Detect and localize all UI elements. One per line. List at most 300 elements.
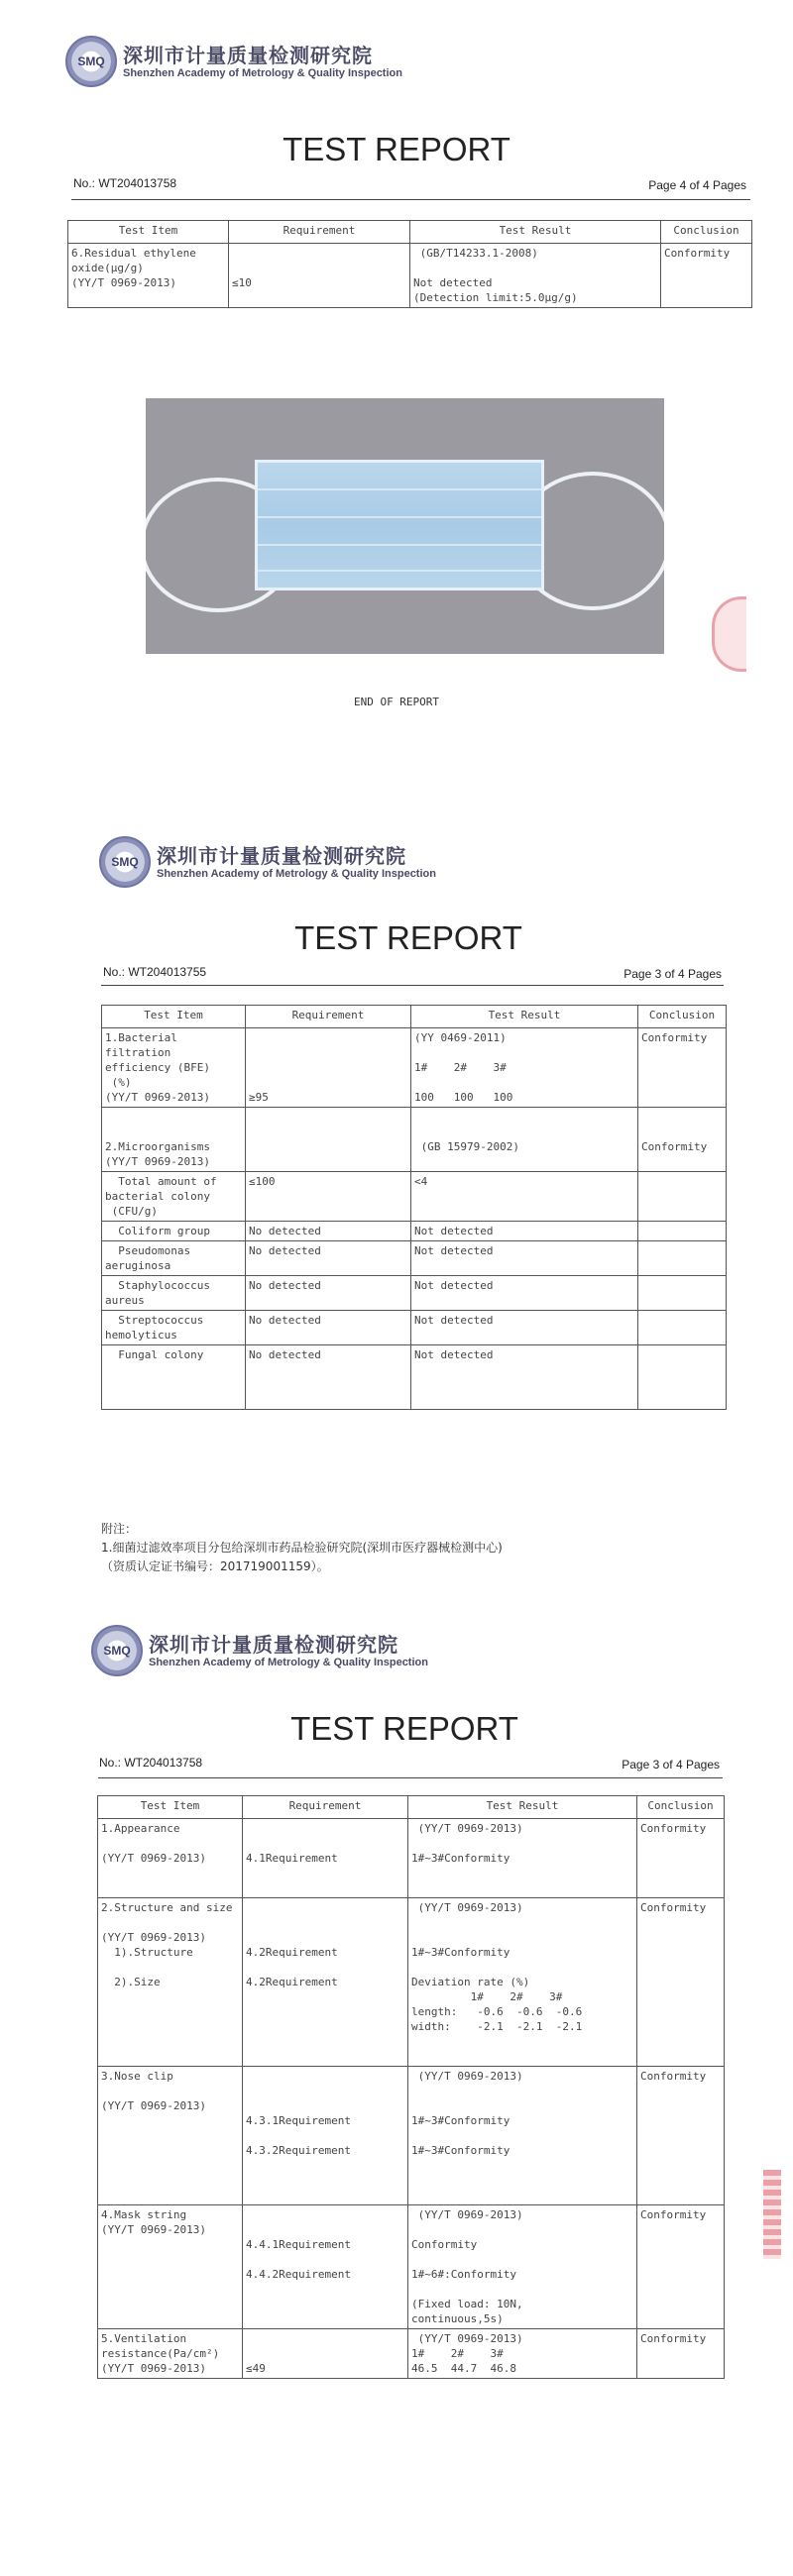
test-result-cell [411, 1345, 638, 1410]
cell-text-line [105, 1392, 242, 1407]
cell-text-line: 46.5 44.7 46.8 [411, 2362, 516, 2375]
test-item-cell [102, 1028, 246, 1108]
cell-text-line: (YY/T 0969-2013) [101, 2223, 206, 2236]
cell-text-line [246, 1960, 404, 1975]
cell-text-line: 1# 2# 3# [411, 2347, 504, 2360]
cell-text-line [411, 2098, 633, 2113]
test-result-cell [408, 2067, 637, 2205]
institute-name-en: Shenzhen Academy of Metrology & Quality Inspection [123, 66, 402, 79]
cell-text-line [105, 1110, 242, 1125]
page-indicator: Page 4 of 4 Pages [648, 178, 746, 192]
cell-text-line: 4.2Requirement [246, 1946, 338, 1959]
cell-text-line: oxide(μg/g) [71, 262, 144, 274]
table-header-row [68, 221, 752, 244]
report-title: TEST REPORT [290, 1710, 518, 1747]
table-row [102, 1276, 727, 1311]
requirement-cell [246, 1276, 411, 1311]
cell-text-line [101, 2049, 239, 2064]
cell-text-line [411, 1930, 633, 1945]
requirement-cell [243, 2329, 408, 2379]
cell-text-line: (Detection limit:5.0μg/g) [413, 291, 578, 304]
cell-text-line [101, 2084, 239, 2098]
col-header-requirement: Requirement [246, 1006, 411, 1028]
table-row [102, 1345, 727, 1410]
cell-text-line [101, 1880, 239, 1895]
test-result-cell [411, 1311, 638, 1345]
cell-text-line [246, 2297, 404, 2311]
report-number: No.: WT204013758 [99, 1756, 203, 1770]
requirement-cell [229, 244, 410, 308]
table-row [68, 244, 752, 308]
cell-text-line [411, 2128, 633, 2143]
conclusion-cell [638, 1222, 727, 1241]
cell-text-line [411, 2188, 633, 2202]
red-seal-stamp-edge [763, 2170, 781, 2259]
col-header-test-result: Test Result [410, 221, 661, 244]
cell-text-line [249, 1125, 407, 1139]
cell-text-line: 1).Structure [101, 1946, 193, 1959]
cell-text-line [641, 1313, 723, 1328]
cell-text-line [101, 2128, 239, 2143]
cell-text-line: 5.Ventilation [101, 2332, 187, 2345]
cell-text-line [246, 2207, 404, 2222]
smq-seal-icon: SMQ [99, 836, 151, 888]
cell-text-line [414, 1110, 634, 1125]
cell-text-line [101, 1836, 239, 1851]
cell-text-line [411, 2252, 633, 2267]
requirement-cell [246, 1222, 411, 1241]
mask-photo [146, 398, 664, 654]
table-row [102, 1222, 727, 1241]
page-indicator: Page 3 of 4 Pages [623, 967, 722, 981]
cell-text-line: 4.Mask string [101, 2208, 187, 2221]
cell-text-line [414, 1154, 634, 1169]
test-result-cell [408, 1898, 637, 2067]
test-result-cell [411, 1241, 638, 1276]
cell-text-line [101, 1989, 239, 2004]
cell-text-line: 1.Appearance [101, 1822, 180, 1835]
header-rule [71, 199, 750, 200]
conclusion-cell [637, 2205, 725, 2329]
cell-text-line [246, 2098, 404, 2113]
cell-text-line: resistance(Pa/cm²) [101, 2347, 220, 2360]
cell-text-line: Staphylococcus [105, 1279, 210, 1292]
cell-text-line [249, 1154, 407, 1169]
cell-text-line: (YY/T 0969-2013) [101, 2362, 206, 2375]
cell-text-line: ≥95 [249, 1091, 269, 1104]
cell-text-line [101, 2237, 239, 2252]
cell-text-line [246, 2069, 404, 2084]
test-result-cell [410, 244, 661, 308]
cell-text-line: 1# 2# 3# [414, 1061, 507, 1074]
cell-text-line: aeruginosa [105, 1259, 171, 1272]
institute-logo [65, 36, 402, 87]
cell-text-line [246, 2084, 404, 2098]
conclusion-cell [637, 1898, 725, 2067]
footnote [101, 1520, 503, 1576]
cell-text-line: Conformity [640, 2070, 707, 2083]
cell-text-line: 4.1Requirement [246, 1852, 338, 1865]
cell-text-line [249, 1045, 407, 1060]
test-results-table [67, 220, 752, 308]
report-number: No.: WT204013758 [73, 176, 177, 190]
cell-text-line [232, 261, 406, 275]
cell-text-line [641, 1243, 723, 1258]
cell-text-line: continuous,5s) [411, 2312, 504, 2325]
cell-text-line: (YY/T 0969-2013) [105, 1155, 210, 1168]
cell-text-line: width: -2.1 -2.1 -2.1 [411, 2020, 583, 2033]
cell-text-line: 4.3.1Requirement [246, 2114, 351, 2127]
col-header-test-item: Test Item [98, 1796, 243, 1819]
cell-text-line [641, 1347, 723, 1362]
conclusion-cell [637, 2329, 725, 2379]
cell-text-line: 2).Size [101, 1976, 161, 1988]
table-row [98, 2205, 725, 2329]
table-row [102, 1241, 727, 1276]
cell-text-line [101, 1960, 239, 1975]
page-indicator: Page 3 of 4 Pages [622, 1758, 720, 1771]
red-seal-stamp [712, 596, 746, 672]
test-result-cell [411, 1108, 638, 1172]
cell-text-line: No detected [249, 1244, 321, 1257]
cell-text-line [246, 2004, 404, 2019]
test-item-cell [102, 1345, 246, 1410]
cell-text-line [246, 1915, 404, 1930]
cell-text-line [246, 2346, 404, 2361]
cell-text-line: (YY/T 0969-2013) [411, 2208, 523, 2221]
table-row [102, 1108, 727, 1172]
cell-text-line [101, 1866, 239, 1880]
cell-text-line [411, 2084, 633, 2098]
cell-text-line: length: -0.6 -0.6 -0.6 [411, 2005, 583, 2018]
cell-text-line [641, 1174, 723, 1189]
report-number: No.: WT204013755 [103, 965, 207, 979]
cell-text-line [246, 2173, 404, 2188]
test-result-cell [408, 2205, 637, 2329]
col-header-conclusion: Conclusion [638, 1006, 727, 1028]
cell-text-line [246, 1930, 404, 1945]
cell-text-line [101, 2173, 239, 2188]
cell-text-line [101, 2019, 239, 2034]
cell-text-line: Conformity [641, 1140, 708, 1153]
cell-text-line [246, 1989, 404, 2004]
cell-text-line [232, 246, 406, 261]
institute-name-cn: 深圳市计量质量检测研究院 [157, 843, 406, 868]
header-rule [98, 1777, 723, 1778]
test-item-cell [102, 1222, 246, 1241]
cell-text-line: Conformity [640, 1822, 707, 1835]
conclusion-cell [638, 1276, 727, 1311]
table-row [98, 1898, 725, 2067]
conclusion-cell [637, 1819, 725, 1898]
cell-text-line: 4.2Requirement [246, 1976, 338, 1988]
table-header-row [102, 1006, 727, 1028]
cell-text-line: Streptococcus [105, 1314, 204, 1327]
cell-text-line [246, 2049, 404, 2064]
cell-text-line: filtration [105, 1046, 171, 1059]
cell-text-line: bacterial colony [105, 1190, 210, 1203]
cell-text-line: Not detected [414, 1314, 494, 1327]
cell-text-line: Not detected [414, 1244, 494, 1257]
test-item-cell [98, 2329, 243, 2379]
test-result-cell [408, 1819, 637, 1898]
institute-logo [99, 836, 436, 888]
cell-text-line [249, 1060, 407, 1075]
cell-text-line: (YY/T 0969-2013) [411, 1822, 523, 1835]
cell-text-line: Not detected [414, 1348, 494, 1361]
cell-text-line: 2.Structure and size [101, 1901, 233, 1914]
cell-text-line [411, 1880, 633, 1895]
smq-seal-icon: SMQ [65, 36, 117, 87]
col-header-test-result: Test Result [408, 1796, 637, 1819]
col-header-test-item: Test Item [68, 221, 229, 244]
report-title: TEST REPORT [283, 131, 510, 167]
cell-text-line [414, 1125, 634, 1139]
test-item-cell [102, 1311, 246, 1345]
cell-text-line: (YY/T 0969-2013) [105, 1091, 210, 1104]
requirement-cell [246, 1311, 411, 1345]
cell-text-line: Fungal colony [105, 1348, 204, 1361]
header-rule [101, 985, 724, 986]
cell-text-line: No detected [249, 1225, 321, 1237]
cell-text-line: 1#~3#Conformity [411, 2114, 510, 2127]
cell-text-line: (YY/T 0969-2013) [411, 2332, 523, 2345]
cell-text-line [246, 1821, 404, 1836]
cell-text-line [411, 2222, 633, 2237]
cell-text-line [101, 2252, 239, 2267]
cell-text-line: No detected [249, 1279, 321, 1292]
cell-text-line [411, 2158, 633, 2173]
cell-text-line: 3.Nose clip [101, 2070, 173, 2083]
cell-text-line [101, 1915, 239, 1930]
cell-text-line: hemolyticus [105, 1329, 177, 1342]
cell-text-line: Conformity [641, 1031, 708, 1044]
requirement-cell [243, 1898, 408, 2067]
cell-text-line: 4.4.1Requirement [246, 2238, 351, 2251]
test-result-cell [411, 1172, 638, 1222]
col-header-test-item: Test Item [102, 1006, 246, 1028]
cell-text-line [101, 2158, 239, 2173]
cell-text-line [246, 2222, 404, 2237]
conclusion-cell [638, 1345, 727, 1410]
cell-text-line: aureus [105, 1294, 145, 1307]
cell-text-line: 4.4.2Requirement [246, 2268, 351, 2281]
cell-text-line: 1.Bacterial [105, 1031, 177, 1044]
cell-text-line: (YY/T 0969-2013) [101, 1852, 206, 1865]
requirement-cell [243, 2205, 408, 2329]
institute-name-en: Shenzhen Academy of Metrology & Quality Inspection [149, 1656, 428, 1668]
cell-text-line [641, 1278, 723, 1293]
conclusion-cell [638, 1311, 727, 1345]
cell-text-line [411, 1960, 633, 1975]
cell-text-line [411, 1915, 633, 1930]
cell-text-line: 6.Residual ethylene [71, 247, 196, 260]
cell-text-line [246, 2034, 404, 2049]
cell-text-line [411, 2282, 633, 2297]
cell-text-line: 1#~3#Conformity [411, 2144, 510, 2157]
cell-text-line [101, 2004, 239, 2019]
cell-text-line: 1#~3#Conformity [411, 1946, 510, 1959]
cell-text-line: (YY/T 0969-2013) [411, 2070, 523, 2083]
cell-text-line: Conformity [640, 1901, 707, 1914]
cell-text-line [411, 2173, 633, 2188]
cell-text-line [101, 2267, 239, 2282]
col-header-test-result: Test Result [411, 1006, 638, 1028]
institute-logo [91, 1625, 428, 1676]
cell-text-line [101, 2143, 239, 2158]
cell-text-line: (CFU/g) [105, 1205, 158, 1218]
surgical-mask [255, 460, 544, 590]
cell-text-line: 100 100 100 [414, 1091, 513, 1104]
cell-text-line: (GB/T14233.1-2008) [413, 247, 538, 260]
cell-text-line: efficiency (BFE) [105, 1061, 210, 1074]
cell-text-line: (YY 0469-2011) [414, 1031, 507, 1044]
cell-text-line: No detected [249, 1314, 321, 1327]
institute-name-cn: 深圳市计量质量检测研究院 [149, 1632, 398, 1657]
requirement-cell [243, 1819, 408, 1898]
table-row [102, 1172, 727, 1222]
cell-text-line [101, 2282, 239, 2297]
cell-text-line: <4 [414, 1175, 428, 1188]
cell-text-line: Conformity [664, 247, 731, 260]
cell-text-line: 1# 2# 3# [411, 1990, 563, 2003]
institute-name-en: Shenzhen Academy of Metrology & Quality Inspection [157, 867, 436, 880]
cell-text-line [101, 2113, 239, 2128]
cell-text-line: Deviation rate (%) [411, 1976, 530, 1988]
cell-text-line: (Fixed load: 10N, [411, 2298, 523, 2310]
table-row [98, 2067, 725, 2205]
cell-text-line [101, 2188, 239, 2202]
cell-text-line: (YY/T 0969-2013) [71, 276, 176, 289]
cell-text-line: Not detected [414, 1225, 494, 1237]
col-header-requirement: Requirement [243, 1796, 408, 1819]
test-result-cell [411, 1222, 638, 1241]
table-row [102, 1311, 727, 1345]
test-result-cell [411, 1028, 638, 1108]
test-item-cell [102, 1276, 246, 1311]
cell-text-line: Conformity [640, 2332, 707, 2345]
test-item-cell [98, 1819, 243, 1898]
test-item-cell [98, 1898, 243, 2067]
cell-text-line: Pseudomonas [105, 1244, 191, 1257]
table-header-row [98, 1796, 725, 1819]
cell-text-line: Conformity [411, 2238, 478, 2251]
cell-text-line [411, 1866, 633, 1880]
cell-text-line: ≤100 [249, 1175, 276, 1188]
cell-text-line: Not detected [413, 276, 493, 289]
col-header-conclusion: Conclusion [661, 221, 752, 244]
footnote-title: 附注： [101, 1522, 138, 1536]
cell-text-line [246, 1836, 404, 1851]
smq-seal-icon: SMQ [91, 1625, 143, 1676]
institute-name-cn: 深圳市计量质量检测研究院 [123, 43, 373, 67]
cell-text-line [411, 1836, 633, 1851]
cell-text-line: 1#~3#Conformity [411, 1852, 510, 1865]
cell-text-line: 4.3.2Requirement [246, 2144, 351, 2157]
cell-text-line [641, 1224, 723, 1238]
col-header-conclusion: Conclusion [637, 1796, 725, 1819]
cell-text-line [246, 2188, 404, 2202]
cell-text-line [246, 2331, 404, 2346]
test-item-cell [68, 244, 229, 308]
conclusion-cell [638, 1028, 727, 1108]
cell-text-line: (%) [105, 1076, 132, 1089]
table-row [98, 1819, 725, 1898]
cell-text-line [246, 2158, 404, 2173]
requirement-cell [246, 1241, 411, 1276]
cell-text-line [246, 2311, 404, 2326]
cell-text-line: 1#~6#:Conformity [411, 2268, 516, 2281]
end-of-report: END OF REPORT [353, 696, 440, 708]
cell-text-line [641, 1110, 723, 1125]
cell-text-line: (YY/T 0969-2013) [411, 1901, 523, 1914]
table-row [98, 2329, 725, 2379]
test-results-table [97, 1795, 725, 2379]
cell-text-line: Total amount of [105, 1175, 217, 1188]
cell-text-line: No detected [249, 1348, 321, 1361]
cell-text-line [105, 1125, 242, 1139]
test-result-cell [408, 2329, 637, 2379]
cell-text-line [249, 1110, 407, 1125]
cell-text-line [249, 1139, 407, 1154]
test-results-table [101, 1005, 727, 1410]
cell-text-line: 2.Microorganisms [105, 1140, 210, 1153]
cell-text-line [249, 1030, 407, 1045]
cell-text-line: (YY/T 0969-2013) [101, 2099, 206, 2112]
cell-text-line [249, 1075, 407, 1090]
cell-text-line [411, 2034, 633, 2049]
report-title: TEST REPORT [294, 919, 522, 956]
cell-text-line: Not detected [414, 1279, 494, 1292]
cell-text-line: ≤10 [232, 276, 252, 289]
footnote-line-1: 1.细菌过滤效率项目分包给深圳市药品检验研究院(深圳市医疗器械检测中心) [101, 1541, 503, 1555]
cell-text-line [246, 1880, 404, 1895]
conclusion-cell [661, 244, 752, 308]
cell-text-line [105, 1377, 242, 1392]
cell-text-line [414, 1075, 634, 1090]
footnote-line-2: （资质认定证书编号：201719001159）。 [101, 1559, 329, 1573]
cell-text-line: (YY/T 0969-2013) [101, 1931, 206, 1944]
conclusion-cell [637, 2067, 725, 2205]
cell-text-line [246, 2282, 404, 2297]
cell-text-line [246, 2128, 404, 2143]
test-item-cell [102, 1172, 246, 1222]
col-header-requirement: Requirement [229, 221, 410, 244]
cell-text-line [246, 1866, 404, 1880]
test-result-cell [411, 1276, 638, 1311]
cell-text-line [246, 2252, 404, 2267]
cell-text-line: Conformity [640, 2208, 707, 2221]
cell-text-line: ≤49 [246, 2362, 266, 2375]
cell-text-line [641, 1125, 723, 1139]
cell-text-line [246, 1900, 404, 1915]
cell-text-line [246, 2019, 404, 2034]
conclusion-cell [638, 1241, 727, 1276]
test-item-cell [102, 1241, 246, 1276]
cell-text-line [101, 2311, 239, 2326]
conclusion-cell [638, 1172, 727, 1222]
requirement-cell [246, 1028, 411, 1108]
cell-text-line: Coliform group [105, 1225, 210, 1237]
test-item-cell [98, 2067, 243, 2205]
table-row [102, 1028, 727, 1108]
requirement-cell [246, 1108, 411, 1172]
conclusion-cell [638, 1108, 727, 1172]
cell-text-line [411, 2049, 633, 2064]
cell-text-line [105, 1362, 242, 1377]
cell-text-line [101, 2297, 239, 2311]
cell-text-line [101, 2034, 239, 2049]
